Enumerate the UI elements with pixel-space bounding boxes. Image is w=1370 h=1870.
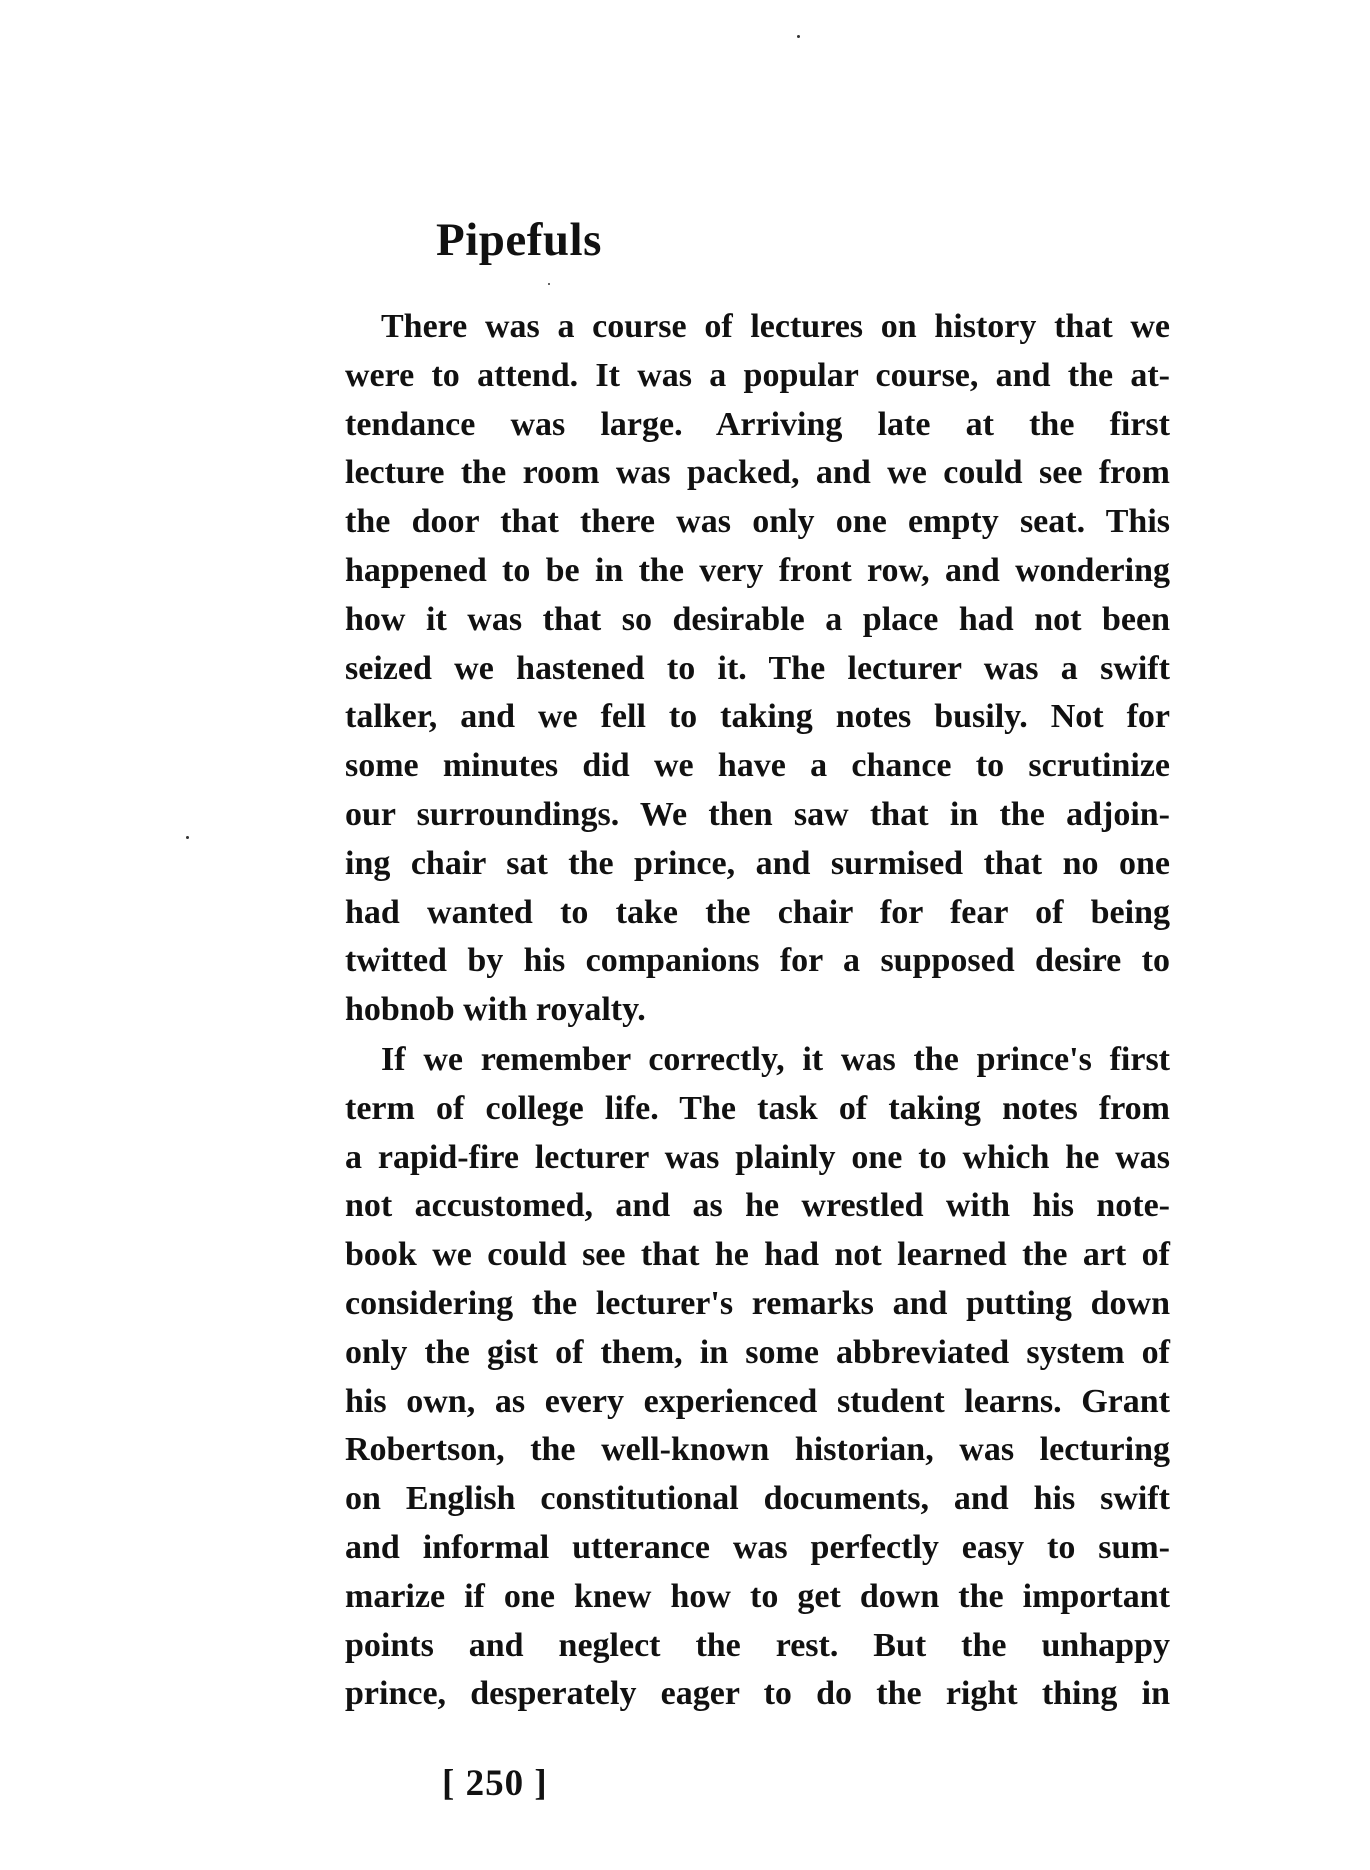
print-speck [797, 35, 800, 38]
text-line: tendance was large. Arriving late at the first [345, 405, 1170, 443]
text-line: a rapid-fire lecturer was plainly one to which he was [345, 1138, 1170, 1176]
text-line: term of college life. The task of taking notes from [345, 1089, 1170, 1127]
print-speck [186, 836, 189, 839]
page-number: [ 250 ] [442, 1763, 548, 1804]
running-title: Pipefuls [436, 214, 602, 266]
text-line: Robertson, the well-known historian, was lecturing [345, 1431, 1170, 1469]
text-line: our surroundings. We then saw that in the adjoin- [345, 795, 1170, 833]
text-line: some minutes did we have a chance to scrutinize [345, 747, 1170, 785]
body-text [345, 303, 1170, 1719]
text-line: book we could see that he had not learned the art of [345, 1236, 1170, 1274]
text-line: on English constitutional documents, and his swift [345, 1480, 1170, 1518]
text-line: ing chair sat the prince, and surmised that no one [345, 844, 1170, 882]
text-line: marize if one knew how to get down the important [345, 1577, 1170, 1615]
text-line: seized we hastened to it. The lecturer was a swift [345, 649, 1170, 687]
text-line: twitted by his companions for a supposed desire to [345, 942, 1170, 980]
text-line: not accustomed, and as he wrestled with his note- [345, 1187, 1170, 1225]
text-line: points and neglect the rest. But the unhappy [345, 1626, 1170, 1664]
text-line: were to attend. It was a popular course, and the at- [345, 356, 1170, 394]
text-line: If we remember correctly, it was the prince's first [381, 1040, 1170, 1078]
text-line: had wanted to take the chair for fear of being [345, 893, 1170, 931]
text-line: lecture the room was packed, and we could see from [345, 454, 1170, 492]
text-line: There was a course of lectures on history that we [381, 308, 1170, 345]
text-line: prince, desperately eager to do the right thing in [345, 1675, 1170, 1713]
text-line: considering the lecturer's remarks and putting down [345, 1284, 1170, 1322]
text-line: only the gist of them, in some abbreviated system of [345, 1333, 1170, 1371]
print-speck [548, 283, 550, 285]
text-line: hobnob with royalty. [345, 991, 646, 1029]
text-line: talker, and we fell to taking notes busily. Not for [345, 698, 1170, 736]
text-line: and informal utterance was perfectly easy to sum- [345, 1528, 1170, 1566]
text-line: the door that there was only one empty seat. This [345, 503, 1170, 541]
paragraph-1 [345, 303, 1170, 1035]
text-line: happened to be in the very front row, and wondering [345, 551, 1170, 589]
paragraph-2 [345, 1036, 1170, 1719]
text-line: his own, as every experienced student learns. Grant [345, 1382, 1170, 1420]
text-line: how it was that so desirable a place had not been [345, 600, 1170, 638]
